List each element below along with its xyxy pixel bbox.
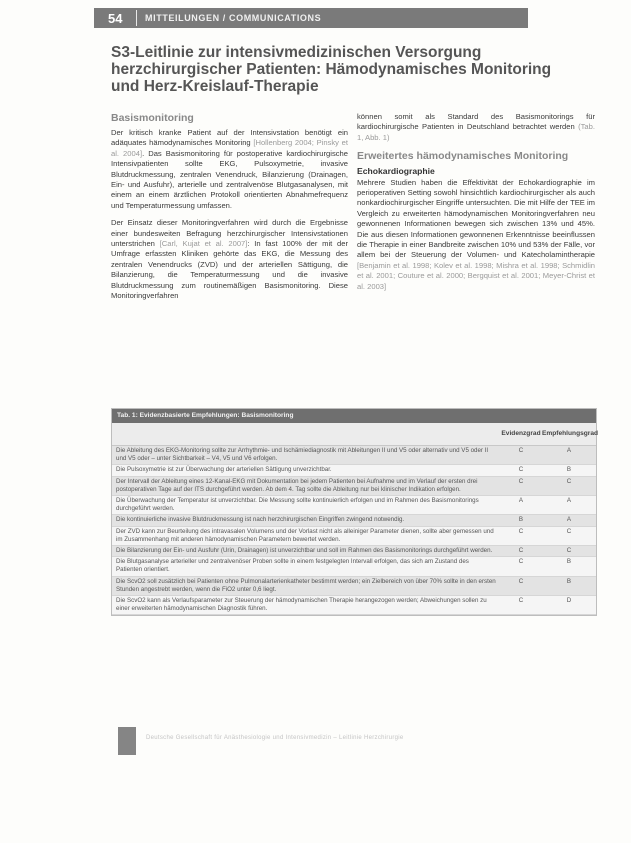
table-row [112,465,596,476]
row-recommendation: C [566,547,572,555]
row-evidence: C [518,477,524,485]
left-column [111,112,348,309]
row-evidence: C [518,447,524,454]
basismonitoring-heading: Basismonitoring [111,112,194,124]
header-evidence: Evidenzgrad [501,430,541,437]
citation: [Benjamin et al. 1998; Kolev et al. 1998; Mishra et al. 1998; Schmidlin et al. 2001; Couture et al. 2000; Bergquist et al. 2001; Meyer-Christ et al. 2003] [357,260,595,291]
right-intro: können somit als Standard des Basismonitorings für kardiochirurgische Patienten in Deutschland betrachtet werden (Tab. 1, Abb. 1) [357,112,595,142]
citation: (Tab. 1, Abb. 1) [357,122,595,142]
right-column [357,112,595,299]
header-section: MITTEILUNGEN / COMMUNICATIONS [145,13,322,23]
row-evidence: C [518,597,524,605]
table-row [112,477,596,496]
footer-text: Deutsche Gesellschaft für Anästhesiologie und Intensivmedizin – Leitlinie Herzchirurgie [146,735,404,741]
row-evidence: C [518,558,524,566]
article-title: S3-Leitlinie zur intensivmedizinischen Versorgung herzchirurgischer Patienten: Hämodynamisches Monitoring und Herz-Kreislauf-Therapie [111,44,552,95]
row-evidence: C [518,527,524,535]
table-row [112,446,596,465]
page-number: 54 [108,10,123,26]
row-recommendation: C [566,477,572,485]
row-text: Die Pulsoxymetrie ist zur Überwachung der arteriellen Sättigung unverzichtbar. [116,466,332,474]
table-row [112,596,596,615]
footer-block [118,727,136,755]
row-evidence: A [518,497,524,505]
table-row [112,546,596,557]
header-recommendation: Empfehlungsgrad [542,430,599,437]
row-recommendation: D [566,597,572,605]
row-recommendation: B [566,466,572,474]
row-recommendation: A [566,516,572,524]
row-recommendation: A [566,447,572,454]
table-row [112,577,596,596]
erweitertes-monitoring-heading: Erweitertes hämodynamisches Monitoring [357,150,569,163]
left-paragraph-1: Der kritisch kranke Patient auf der Intensivstation benötigt ein adäquates hämodynamisches Monitoring [Hollenberg 2004; Pinsky et al. 2004]. Das Basismonitoring für postoperative kardiochirurgische Intensivpatienten sollte EKG, Pulsoxymetrie, invasive Blutdruckmessung, zentralen Venendruck, Bilanzierung (Drainagen, Ein- und Ausfuhr), arterielle und zentralvenöse Blutgasanalysen, mit einem an einem ärztlichen Protokoll orientierten Abnahmefrequenz und Temperaturmessung umfassen. [111,128,349,210]
row-recommendation: C [566,527,572,535]
row-text: Die ScvO2 kann als Verlaufsparameter zur Steuerung der hämodynamischen Therapie herangezogen werden; Abweichungen sollen zu einer erweiterten hämodynamischen Diagnostik führen. [116,597,487,613]
recommendations-table [111,408,597,616]
row-text: Die Blutgasanalyse arterieller und zentralvenöser Proben sollte in einem festgelegten Intervall erfolgen, das sich am Zustand des Patienten orientiert. [116,558,469,574]
row-evidence: B [518,516,524,524]
row-recommendation: A [566,497,572,505]
table-row [112,515,596,526]
row-evidence: C [518,466,524,474]
citation: [Hollenberg 2004; Pinsky et al. 2004] [111,138,348,158]
right-paragraph: Mehrere Studien haben die Effektivität der Echokardiographie im perioperativen Setting sowohl hinsichtlich kardiochirurgischer als auch nonkardiochirurgischer Eingriffe untersuchten. Die mit Hilfe der TEE im Vergleich zu erweiterten hämodynamischen Monitoringverfahren neu gewonnenen Informationen bewegen sich zwischen 13% und 45%. Die aus diesen Informationen gewonnenen Erkenntnisse beeinflussen die Therapie in einer Bandbreite zwischen 10% und 53% der Fälle, vor allem bei der Steuerung der Volumen- und Katecholamintherapie [Benjamin et al. 1998; Kolev et al. 1998; Mishra et al. 1998; Schmidlin et al. 2001; Couture et al. 2000; Bergquist et al. 2001; Meyer-Christ et al. 2003] [357,177,595,291]
citation: [Carl, Kujat et al. 2007] [159,239,248,249]
table-header [112,423,599,446]
table-row [112,496,596,515]
row-text: Die Überwachung der Temperatur ist unverzichtbar. Die Messung sollte kontinuierlich erfolgen und im Rahmen des Basismonitorings durchgeführt werden. [116,497,479,513]
row-text: Die Ableitung des EKG-Monitoring sollte zur Arrhythmie- und Ischämiediagnostik mit Ableitungen II und V5 oder alternativ und V5 oder II und V5 oder – unter Sichtbarkeit – V4, V5 und V6 erfolgen. [116,447,489,463]
table-row [112,527,596,546]
page-header [94,8,528,28]
row-evidence: C [518,547,524,555]
row-text: Der Intervall der Ableitung eines 12-Kanal-EKG mit Dokumentation bei jedem Patienten bei Aufnahme und im Verlauf der ersten drei postoperativen Tage auf der ITS durchgeführt werden. Ab dem 4. Tag sollte die Ableitung nur bei klinischer Indikation erfolgen. [116,477,478,493]
table-body [112,446,596,615]
row-text: Der ZVD kann zur Beurteilung des intravasalen Volumens und der Vorlast nicht als alleiniger Parameter dienen, sollte aber gemessen und im Zusammenhang mit anderen hämodynamischen Parametern bewertet werden. [116,527,494,543]
table-caption: Tab. 1: Evidenzbasierte Empfehlungen: Basismonitoring [112,409,596,423]
left-paragraph-2: Der Einsatz dieser Monitoringverfahren wird durch die Ergebnisse einer bundesweiten Befragung herzchirurgischer Intensivstationen unterstrichen [Carl, Kujat et al. 2007]: In fast 100% der mit der Umfrage erfassten Kliniken gehörte das EKG, die Messung des zentralen Venendrucks (ZVD) und der arteriellen Sättigung, die Bilanzierung, die Temperaturmessung und die invasive Blutdruckmessung zum routinemäßigen Basismonitoring. Diese Monitoringverfahren [111,218,349,301]
echokardiographie-subheading: Echokardiographie [357,166,435,177]
row-evidence: C [518,577,524,585]
row-text: Die Bilanzierung der Ein- und Ausfuhr (Urin, Drainagen) ist unverzichtbar und soll im Rahmen des Basismonitorings durchgeführt werden. [116,547,493,555]
header-divider [136,10,137,26]
row-recommendation: B [566,558,572,566]
table-row [112,557,596,576]
row-text: Die ScvO2 soll zusätzlich bei Patienten ohne Pulmonalarterienkatheter bestimmt werden; ein Zielbereich von über 70% sollte in den ersten Stunden angestrebt werden, wenn die FiO2 unter 0,6 liegt. [116,577,496,593]
row-recommendation: B [566,577,572,585]
row-text: Die kontinuierliche invasive Blutdruckmessung ist nach herzchirurgischen Eingriffen zwingend notwendig. [116,516,405,524]
